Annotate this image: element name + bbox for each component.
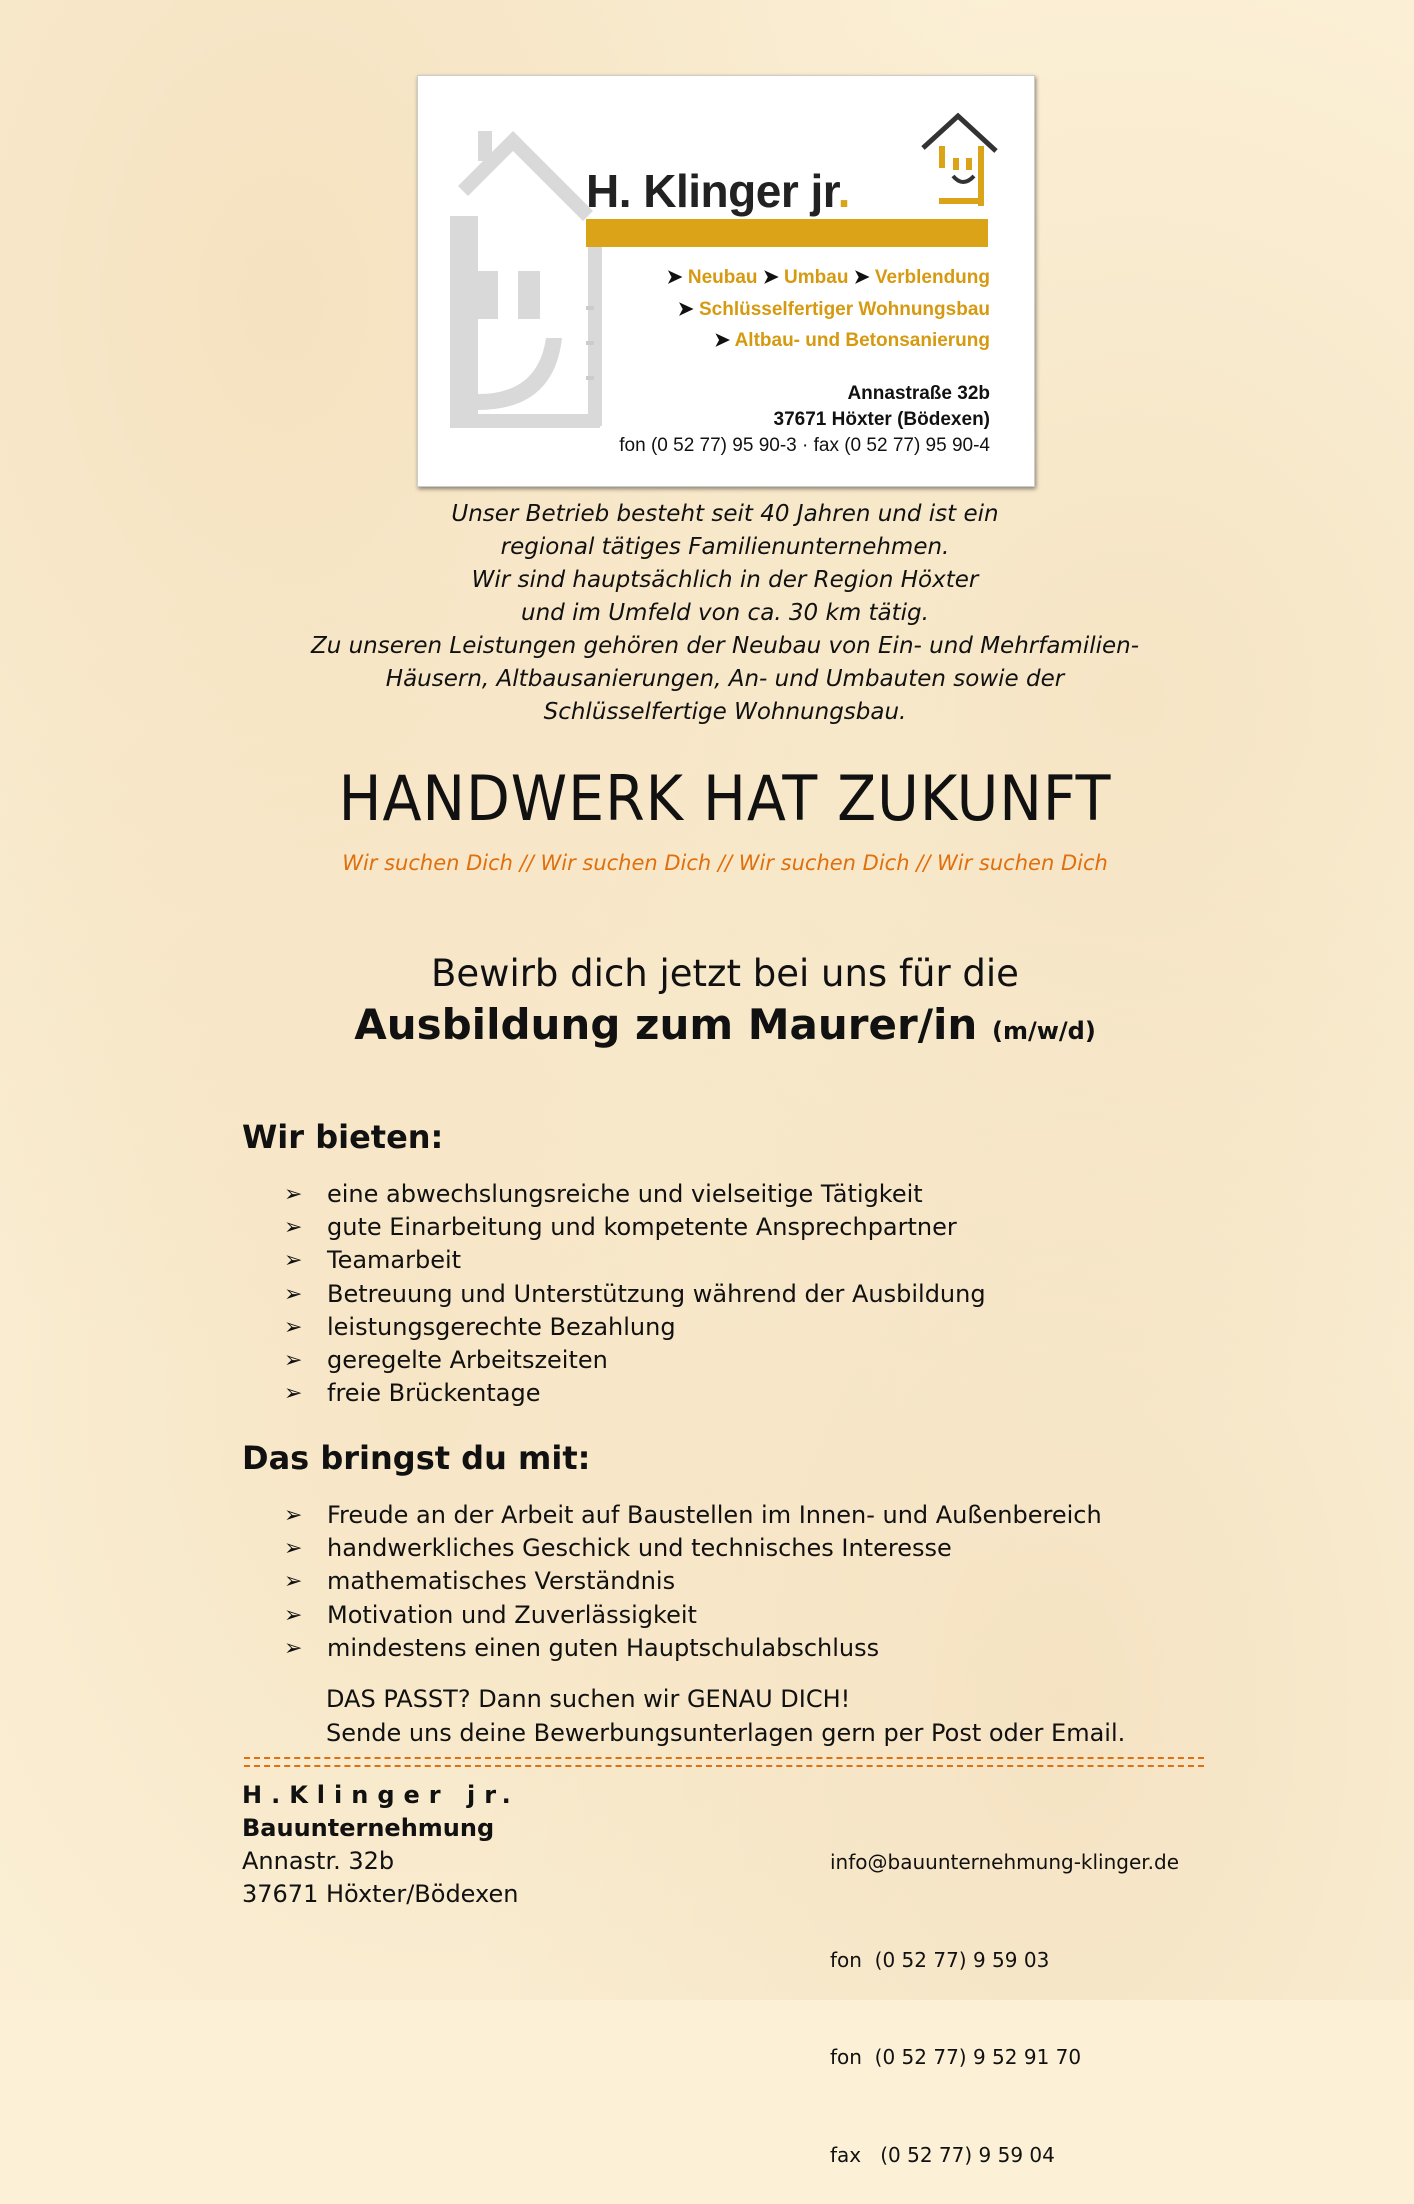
requirements-heading: Das bringst du mit: xyxy=(242,1439,591,1477)
arrow-bullet-icon: ➢ xyxy=(284,1381,303,1407)
intro-line: regional tätiges Familienunternehmen. xyxy=(500,534,950,560)
footer-fax: fax (0 52 77) 9 59 04 xyxy=(830,2142,1055,2167)
footer-company-type: Bauunternehmung xyxy=(242,1814,495,1842)
arrow-bullet-icon: ➢ xyxy=(284,1248,303,1274)
list-item: ➢ mindestens einen guten Hauptschulabschluss xyxy=(284,1632,1102,1665)
arrow-bullet-icon: ➢ xyxy=(284,1314,303,1340)
logo-services-line-3: ➤ Altbau- und Betonsanierung xyxy=(714,330,990,351)
logo-brand-name: H. Klinger jr. xyxy=(586,165,850,217)
intro-line: Schlüsselfertige Wohnungsbau. xyxy=(543,699,907,725)
offer-heading: Wir bieten: xyxy=(242,1118,444,1156)
tagline: Wir suchen Dich // Wir suchen Dich // Wir suchen Dich // Wir suchen Dich xyxy=(342,851,1108,875)
footer-city: 37671 Höxter/Bödexen xyxy=(242,1880,519,1908)
list-item: ➢ leistungsgerechte Bezahlung xyxy=(284,1311,986,1344)
list-item: ➢ Freude an der Arbeit auf Baustellen im Innen- und Außenbereich xyxy=(284,1499,1102,1532)
intro-line: Wir sind hauptsächlich in der Region Höxter xyxy=(471,567,979,593)
closing-line-1: DAS PASST? Dann suchen wir GENAU DICH! xyxy=(326,1685,851,1713)
closing-line-2: Sende uns deine Bewerbungsunterlagen gern per Post oder Email. xyxy=(326,1718,1126,1747)
logo-address-street: Annastraße 32b xyxy=(847,383,990,404)
requirements-list xyxy=(284,1499,1102,1665)
logo-services-line-2: ➤ Schlüsselfertiger Wohnungsbau xyxy=(677,299,990,320)
footer-phone-1: fon (0 52 77) 9 59 03 xyxy=(830,1947,1050,1972)
intro-line: Häusern, Altbausanierungen, An- und Umbauten sowie der xyxy=(385,666,1065,692)
job-title xyxy=(200,1000,1250,1049)
job-title-text: Ausbildung zum Maurer/in xyxy=(354,1000,978,1049)
footer-phone-2: fon (0 52 77) 9 52 91 70 xyxy=(830,2045,1082,2069)
footer-address xyxy=(242,1779,520,1911)
list-item: ➢ eine abwechslungsreiche und vielseitige Tätigkeit xyxy=(284,1178,986,1211)
list-item: ➢ handwerkliches Geschick und technisches Interesse xyxy=(284,1532,1102,1565)
list-item: ➢ mathematisches Verständnis xyxy=(284,1565,1102,1598)
list-item: ➢ Motivation und Zuverlässigkeit xyxy=(284,1599,1102,1632)
arrow-bullet-icon: ➢ xyxy=(284,1503,303,1528)
arrow-bullet-icon: ➢ xyxy=(284,1602,303,1628)
logo-services-line-1: ➤ Neubau ➤ Umbau ➤ Verblendung xyxy=(666,267,990,288)
intro-line: und im Umfeld von ca. 30 km tätig. xyxy=(521,600,929,626)
intro-line: Zu unseren Leistungen gehören der Neubau von Ein- und Mehrfamilien- xyxy=(310,633,1140,659)
company-intro xyxy=(200,498,1250,729)
arrow-bullet-icon: ➢ xyxy=(284,1569,303,1595)
cta-intro: Bewirb dich jetzt bei uns für die xyxy=(431,952,1019,995)
logo-address-city: 37671 Höxter (Bödexen) xyxy=(773,409,990,430)
intro-line: Unser Betrieb besteht seit 40 Jahren und ist ein xyxy=(451,501,999,527)
arrow-bullet-icon: ➢ xyxy=(284,1281,303,1307)
closing-text xyxy=(326,1683,1125,1750)
headline: HANDWERK HAT ZUKUNFT xyxy=(338,762,1112,835)
footer-company-name: H.Klinger jr. xyxy=(242,1781,520,1809)
offer-list xyxy=(284,1178,986,1410)
arrow-bullet-icon: ➢ xyxy=(284,1182,303,1207)
arrow-bullet-icon: ➢ xyxy=(284,1536,303,1562)
list-item: ➢ geregelte Arbeitszeiten xyxy=(284,1344,986,1377)
logo-address-phone: fon (0 52 77) 95 90-3 · fax (0 52 77) 95 90-4 xyxy=(619,435,990,456)
footer-divider xyxy=(244,1757,1204,1767)
arrow-bullet-icon: ➢ xyxy=(284,1635,303,1661)
list-item: ➢ Betreuung und Unterstützung während der Ausbildung xyxy=(284,1278,986,1311)
footer-contact xyxy=(830,1781,1179,2204)
list-item: ➢ gute Einarbeitung und kompetente Ansprechpartner xyxy=(284,1211,986,1244)
arrow-bullet-icon: ➢ xyxy=(284,1215,303,1241)
list-item: ➢ freie Brückentage xyxy=(284,1377,986,1410)
arrow-bullet-icon: ➢ xyxy=(284,1348,303,1374)
list-item: ➢ Teamarbeit xyxy=(284,1244,986,1277)
footer-street: Annastr. 32b xyxy=(242,1847,395,1875)
footer-email: info@bauunternehmung-klinger.de xyxy=(830,1850,1180,1874)
job-gender-suffix: (m/w/d) xyxy=(991,1017,1096,1045)
company-logo-card xyxy=(417,75,1035,487)
